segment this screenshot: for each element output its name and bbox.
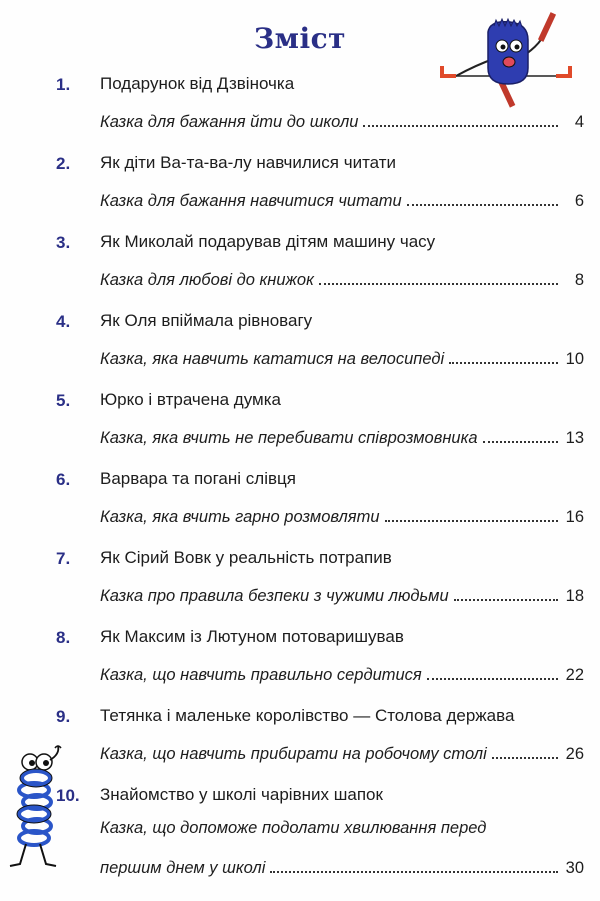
dot-leader <box>483 440 558 443</box>
entry-subtitle-line <box>100 266 584 290</box>
dot-leader <box>454 598 558 601</box>
entry-number: 9. <box>56 707 71 726</box>
entry-subtitle-line <box>100 854 584 878</box>
entry-subtitle: Казка для бажання йти до школи <box>100 113 359 131</box>
dot-leader <box>385 519 558 522</box>
entry-subtitle-line <box>100 187 584 211</box>
entry-subtitle-continued: першим днем у школі <box>100 859 266 877</box>
dot-leader <box>427 677 558 680</box>
toc-entry[interactable] <box>0 544 600 623</box>
entry-subtitle-line <box>100 740 584 764</box>
toc-entry[interactable] <box>0 70 600 149</box>
entry-title: Як Сірий Вовк у реальність потрапив <box>100 548 392 567</box>
page-number: 4 <box>574 113 584 131</box>
entry-number: 7. <box>56 549 71 568</box>
entry-subtitle: Казка для бажання навчитися читати <box>100 192 402 210</box>
page-number: 6 <box>574 192 584 210</box>
entry-subtitle: Казка, яка вчить не перебивати співрозмовника <box>100 429 478 447</box>
toc-entry[interactable] <box>0 307 600 386</box>
entry-subtitle-line <box>100 503 584 527</box>
entry-subtitle: Казка, що навчить правильно сердитися <box>100 666 422 684</box>
entry-subtitle: Казка, яка навчить кататися на велосипеді <box>100 350 445 368</box>
dot-leader <box>270 870 558 873</box>
entry-number: 1. <box>56 75 71 94</box>
toc-entry[interactable] <box>0 386 600 465</box>
entry-number: 4. <box>56 312 71 331</box>
entry-subtitle-line <box>100 108 584 132</box>
page-title: Зміст <box>253 22 347 55</box>
entry-subtitle: Казка про правила безпеки з чужими людьми <box>100 587 449 605</box>
table-of-contents <box>0 70 600 901</box>
entry-title: Як Оля впіймала рівновагу <box>100 311 313 330</box>
toc-entry[interactable] <box>0 465 600 544</box>
entry-title: Як Максим із Лютуном потоваришував <box>100 627 404 646</box>
entry-subtitle: Казка, що допоможе подолати хвилювання перед <box>100 819 487 837</box>
page-number: 10 <box>565 350 584 368</box>
entry-subtitle-line <box>100 424 584 448</box>
entry-number: 2. <box>56 154 71 173</box>
entry-title: Варвара та погані слівця <box>100 469 296 488</box>
entry-subtitle: Казка, що навчить прибирати на робочому столі <box>100 745 487 763</box>
entry-subtitle: Казка, яка вчить гарно розмовляти <box>100 508 380 526</box>
entry-title: Знайомство у школі чарівних шапок <box>100 785 383 804</box>
toc-entry[interactable] <box>0 149 600 228</box>
entry-title: Подарунок від Дзвіночка <box>100 74 295 93</box>
entry-number: 8. <box>56 628 71 647</box>
page-number: 16 <box>565 508 584 526</box>
dot-leader <box>407 203 558 206</box>
dot-leader <box>319 282 558 285</box>
entry-title: Тетянка і маленьке королівство — Столова держава <box>100 706 515 725</box>
entry-title: Як Миколай подарував дітям машину часу <box>100 232 436 251</box>
dot-leader <box>363 124 558 127</box>
page-number: 13 <box>565 429 584 447</box>
page-number: 30 <box>565 859 584 877</box>
entry-number: 10. <box>56 786 80 805</box>
toc-entry[interactable] <box>0 781 600 901</box>
toc-entry[interactable] <box>0 623 600 702</box>
dot-leader <box>449 361 558 364</box>
entry-title: Юрко і втрачена думка <box>100 390 281 409</box>
entry-number: 5. <box>56 391 71 410</box>
entry-title: Як діти Ва-та-ва-лу навчилися читати <box>100 153 397 172</box>
page-number: 18 <box>565 587 584 605</box>
entry-subtitle-line <box>100 582 584 606</box>
entry-subtitle: Казка для любові до книжок <box>100 271 314 289</box>
entry-subtitle-line <box>100 661 584 685</box>
page-number: 22 <box>565 666 584 684</box>
entry-subtitle-line <box>100 345 584 369</box>
dot-leader <box>492 756 558 759</box>
entry-number: 6. <box>56 470 71 489</box>
toc-entry[interactable] <box>0 702 600 781</box>
page-number: 8 <box>574 271 584 289</box>
toc-entry[interactable] <box>0 228 600 307</box>
page-number: 26 <box>565 745 584 763</box>
entry-number: 3. <box>56 233 71 252</box>
